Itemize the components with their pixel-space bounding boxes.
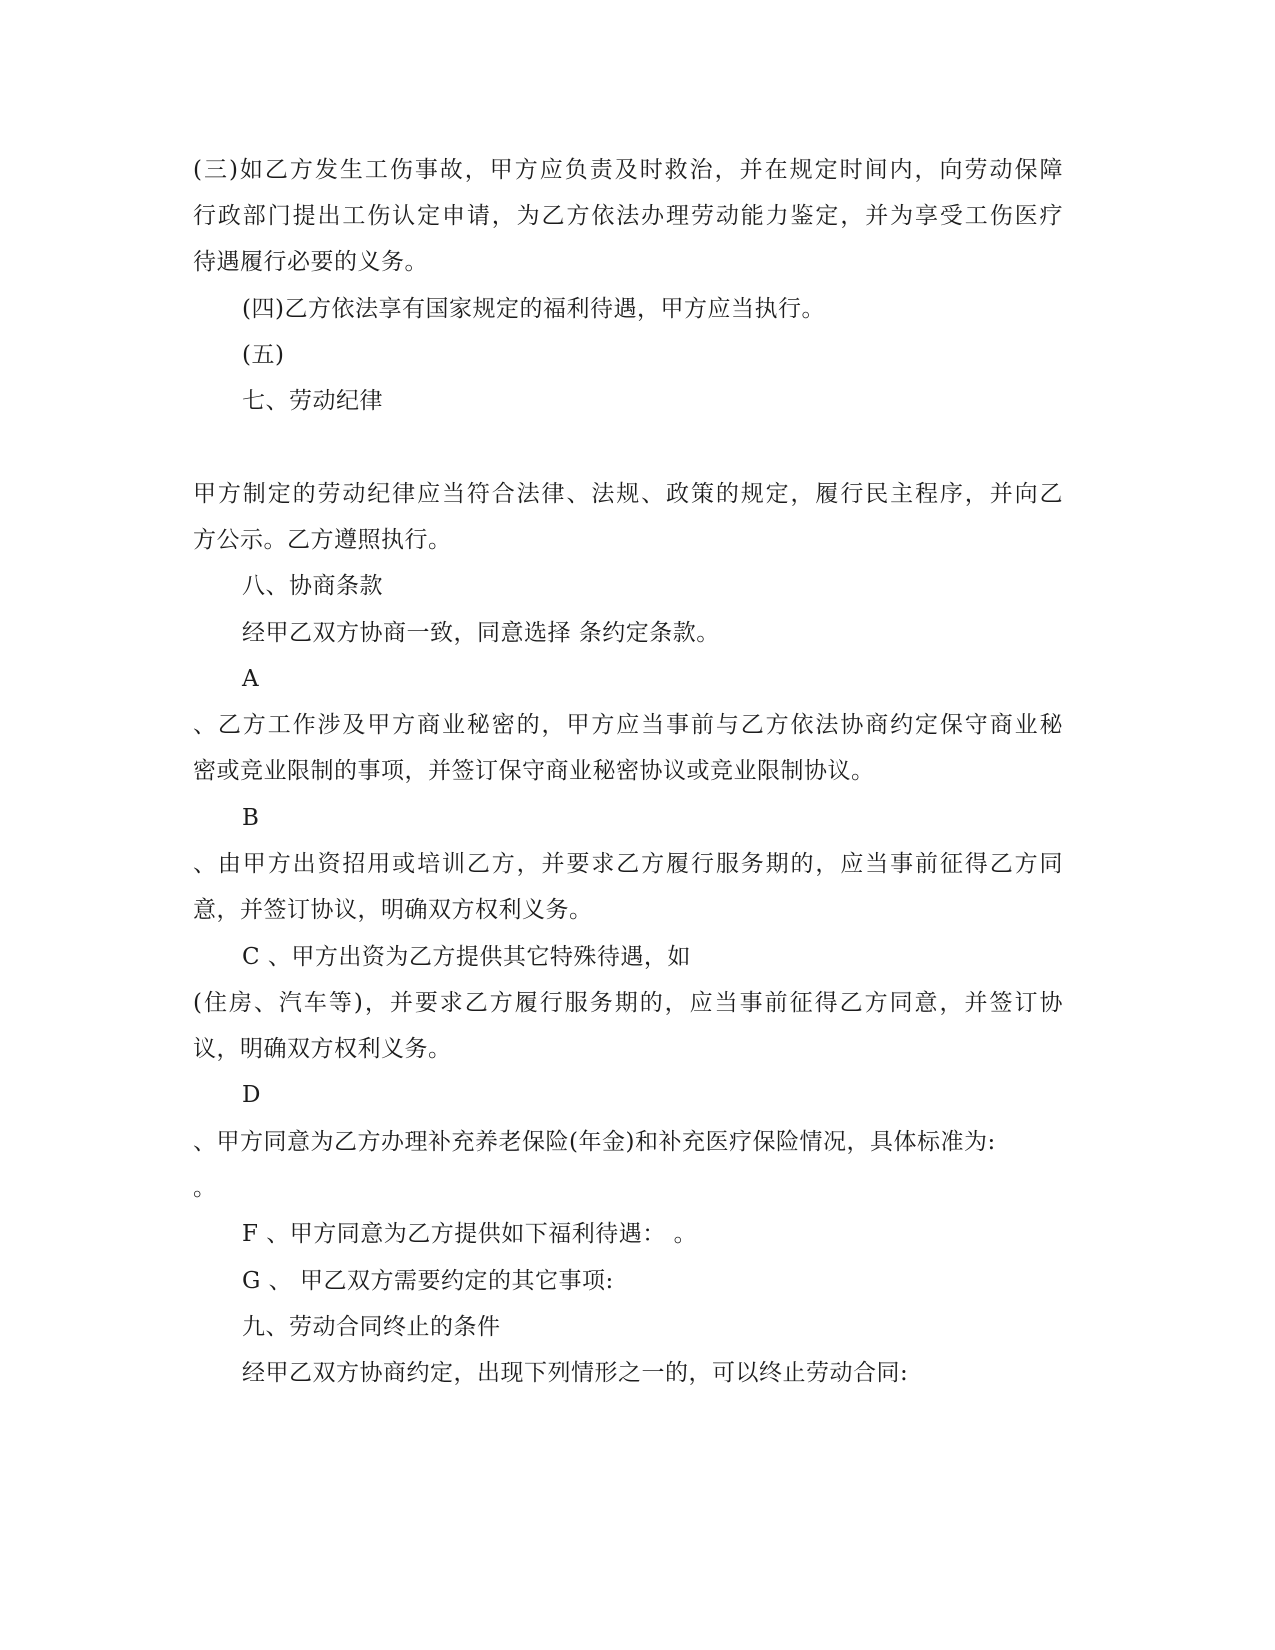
paragraph-line: 甲方制定的劳动纪律应当符合法律、法规、政策的规定，履行民主程序，并向乙 bbox=[193, 481, 1063, 507]
paragraph-line: G 、 甲乙双方需要约定的其它事项: bbox=[242, 1268, 614, 1294]
paragraph-line: 议，明确双方权利义务。 bbox=[193, 1036, 452, 1062]
section-heading: 八、协商条款 bbox=[242, 573, 383, 599]
paragraph-line: 方公示。乙方遵照执行。 bbox=[193, 527, 452, 553]
item-marker: D bbox=[242, 1082, 261, 1108]
paragraph-line: (五) bbox=[242, 342, 285, 368]
paragraph-line: (三)如乙方发生工伤事故，甲方应负责及时救治，并在规定时间内，向劳动保障 bbox=[193, 157, 1063, 183]
paragraph-line: 意，并签订协议，明确双方权利义务。 bbox=[193, 897, 593, 923]
paragraph-line: 经甲乙双方协商约定，出现下列情形之一的，可以终止劳动合同: bbox=[242, 1360, 909, 1386]
paragraph-line: 、乙方工作涉及甲方商业秘密的，甲方应当事前与乙方依法协商约定保守商业秘 bbox=[193, 712, 1063, 738]
paragraph-line: 、甲方同意为乙方办理补充养老保险(年金)和补充医疗保险情况，具体标准为: bbox=[193, 1129, 996, 1155]
paragraph-line: 。 bbox=[193, 1175, 217, 1201]
paragraph-line: 待遇履行必要的义务。 bbox=[193, 249, 428, 275]
paragraph-line: F 、甲方同意为乙方提供如下福利待遇： 。 bbox=[242, 1221, 698, 1247]
section-heading: 七、劳动纪律 bbox=[242, 388, 383, 414]
paragraph-line: 经甲乙双方协商一致，同意选择 条约定条款。 bbox=[242, 620, 720, 646]
paragraph-line: 密或竞业限制的事项，并签订保守商业秘密协议或竞业限制协议。 bbox=[193, 758, 875, 784]
paragraph-line: 、由甲方出资招用或培训乙方，并要求乙方履行服务期的，应当事前征得乙方同 bbox=[193, 851, 1063, 877]
paragraph-line: C 、甲方出资为乙方提供其它特殊待遇，如 bbox=[242, 944, 691, 970]
paragraph-line: 行政部门提出工伤认定申请，为乙方依法办理劳动能力鉴定，并为享受工伤医疗 bbox=[193, 203, 1063, 229]
item-marker: A bbox=[242, 666, 260, 692]
paragraph-line: (住房、汽车等)，并要求乙方履行服务期的，应当事前征得乙方同意，并签订协 bbox=[193, 990, 1063, 1016]
item-marker: B bbox=[242, 805, 260, 831]
section-heading: 九、劳动合同终止的条件 bbox=[242, 1314, 501, 1340]
paragraph-line: (四)乙方依法享有国家规定的福利待遇，甲方应当执行。 bbox=[242, 296, 825, 322]
